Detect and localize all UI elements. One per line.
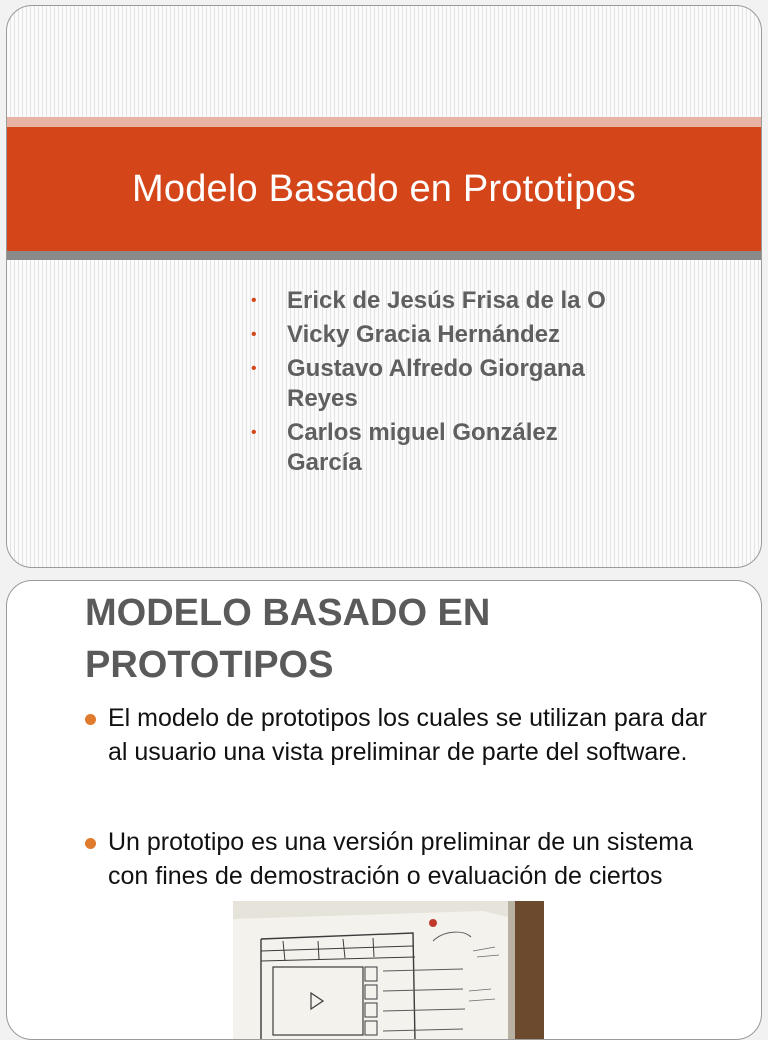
content-bullet-list bbox=[85, 701, 725, 893]
slide-title-text: Modelo Basado en Prototipos bbox=[132, 167, 636, 210]
bullet-icon: • bbox=[251, 292, 257, 309]
author-item bbox=[245, 320, 635, 350]
author-name: Gustavo Alfredo Giorgana Reyes bbox=[287, 355, 585, 412]
author-item bbox=[245, 418, 635, 478]
bullet-dot-icon bbox=[85, 714, 96, 725]
author-item bbox=[245, 286, 635, 316]
bullet-icon: • bbox=[251, 360, 257, 377]
sketch-drawing-icon bbox=[233, 901, 544, 1040]
title-band bbox=[7, 127, 761, 251]
content-slide-title: MODELO BASADO EN PROTOTIPOS bbox=[85, 592, 491, 686]
author-name: Vicky Gracia Hernández bbox=[287, 321, 561, 348]
bullet-point bbox=[85, 701, 725, 769]
authors-list bbox=[245, 286, 635, 482]
author-name: Erick de Jesús Frisa de la O bbox=[287, 287, 606, 314]
accent-band-bottom bbox=[7, 251, 761, 260]
author-name: Carlos miguel González García bbox=[287, 419, 558, 476]
accent-band-top bbox=[7, 117, 761, 127]
prototype-sketch-image bbox=[233, 901, 544, 1040]
bullet-point-text: El modelo de prototipos los cuales se utilizan para dar al usuario una vista preliminar de parte del software. bbox=[108, 704, 707, 766]
slide-title bbox=[6, 5, 762, 568]
bullet-point-text: Un prototipo es una versión preliminar de un sistema con fines de demostración o evaluación de ciertos bbox=[108, 828, 694, 890]
bullet-dot-icon bbox=[85, 838, 96, 849]
bullet-icon: • bbox=[251, 326, 257, 343]
slide-content bbox=[6, 580, 762, 1040]
author-item bbox=[245, 354, 635, 414]
bullet-icon: • bbox=[251, 424, 257, 441]
bullet-point bbox=[85, 825, 725, 893]
